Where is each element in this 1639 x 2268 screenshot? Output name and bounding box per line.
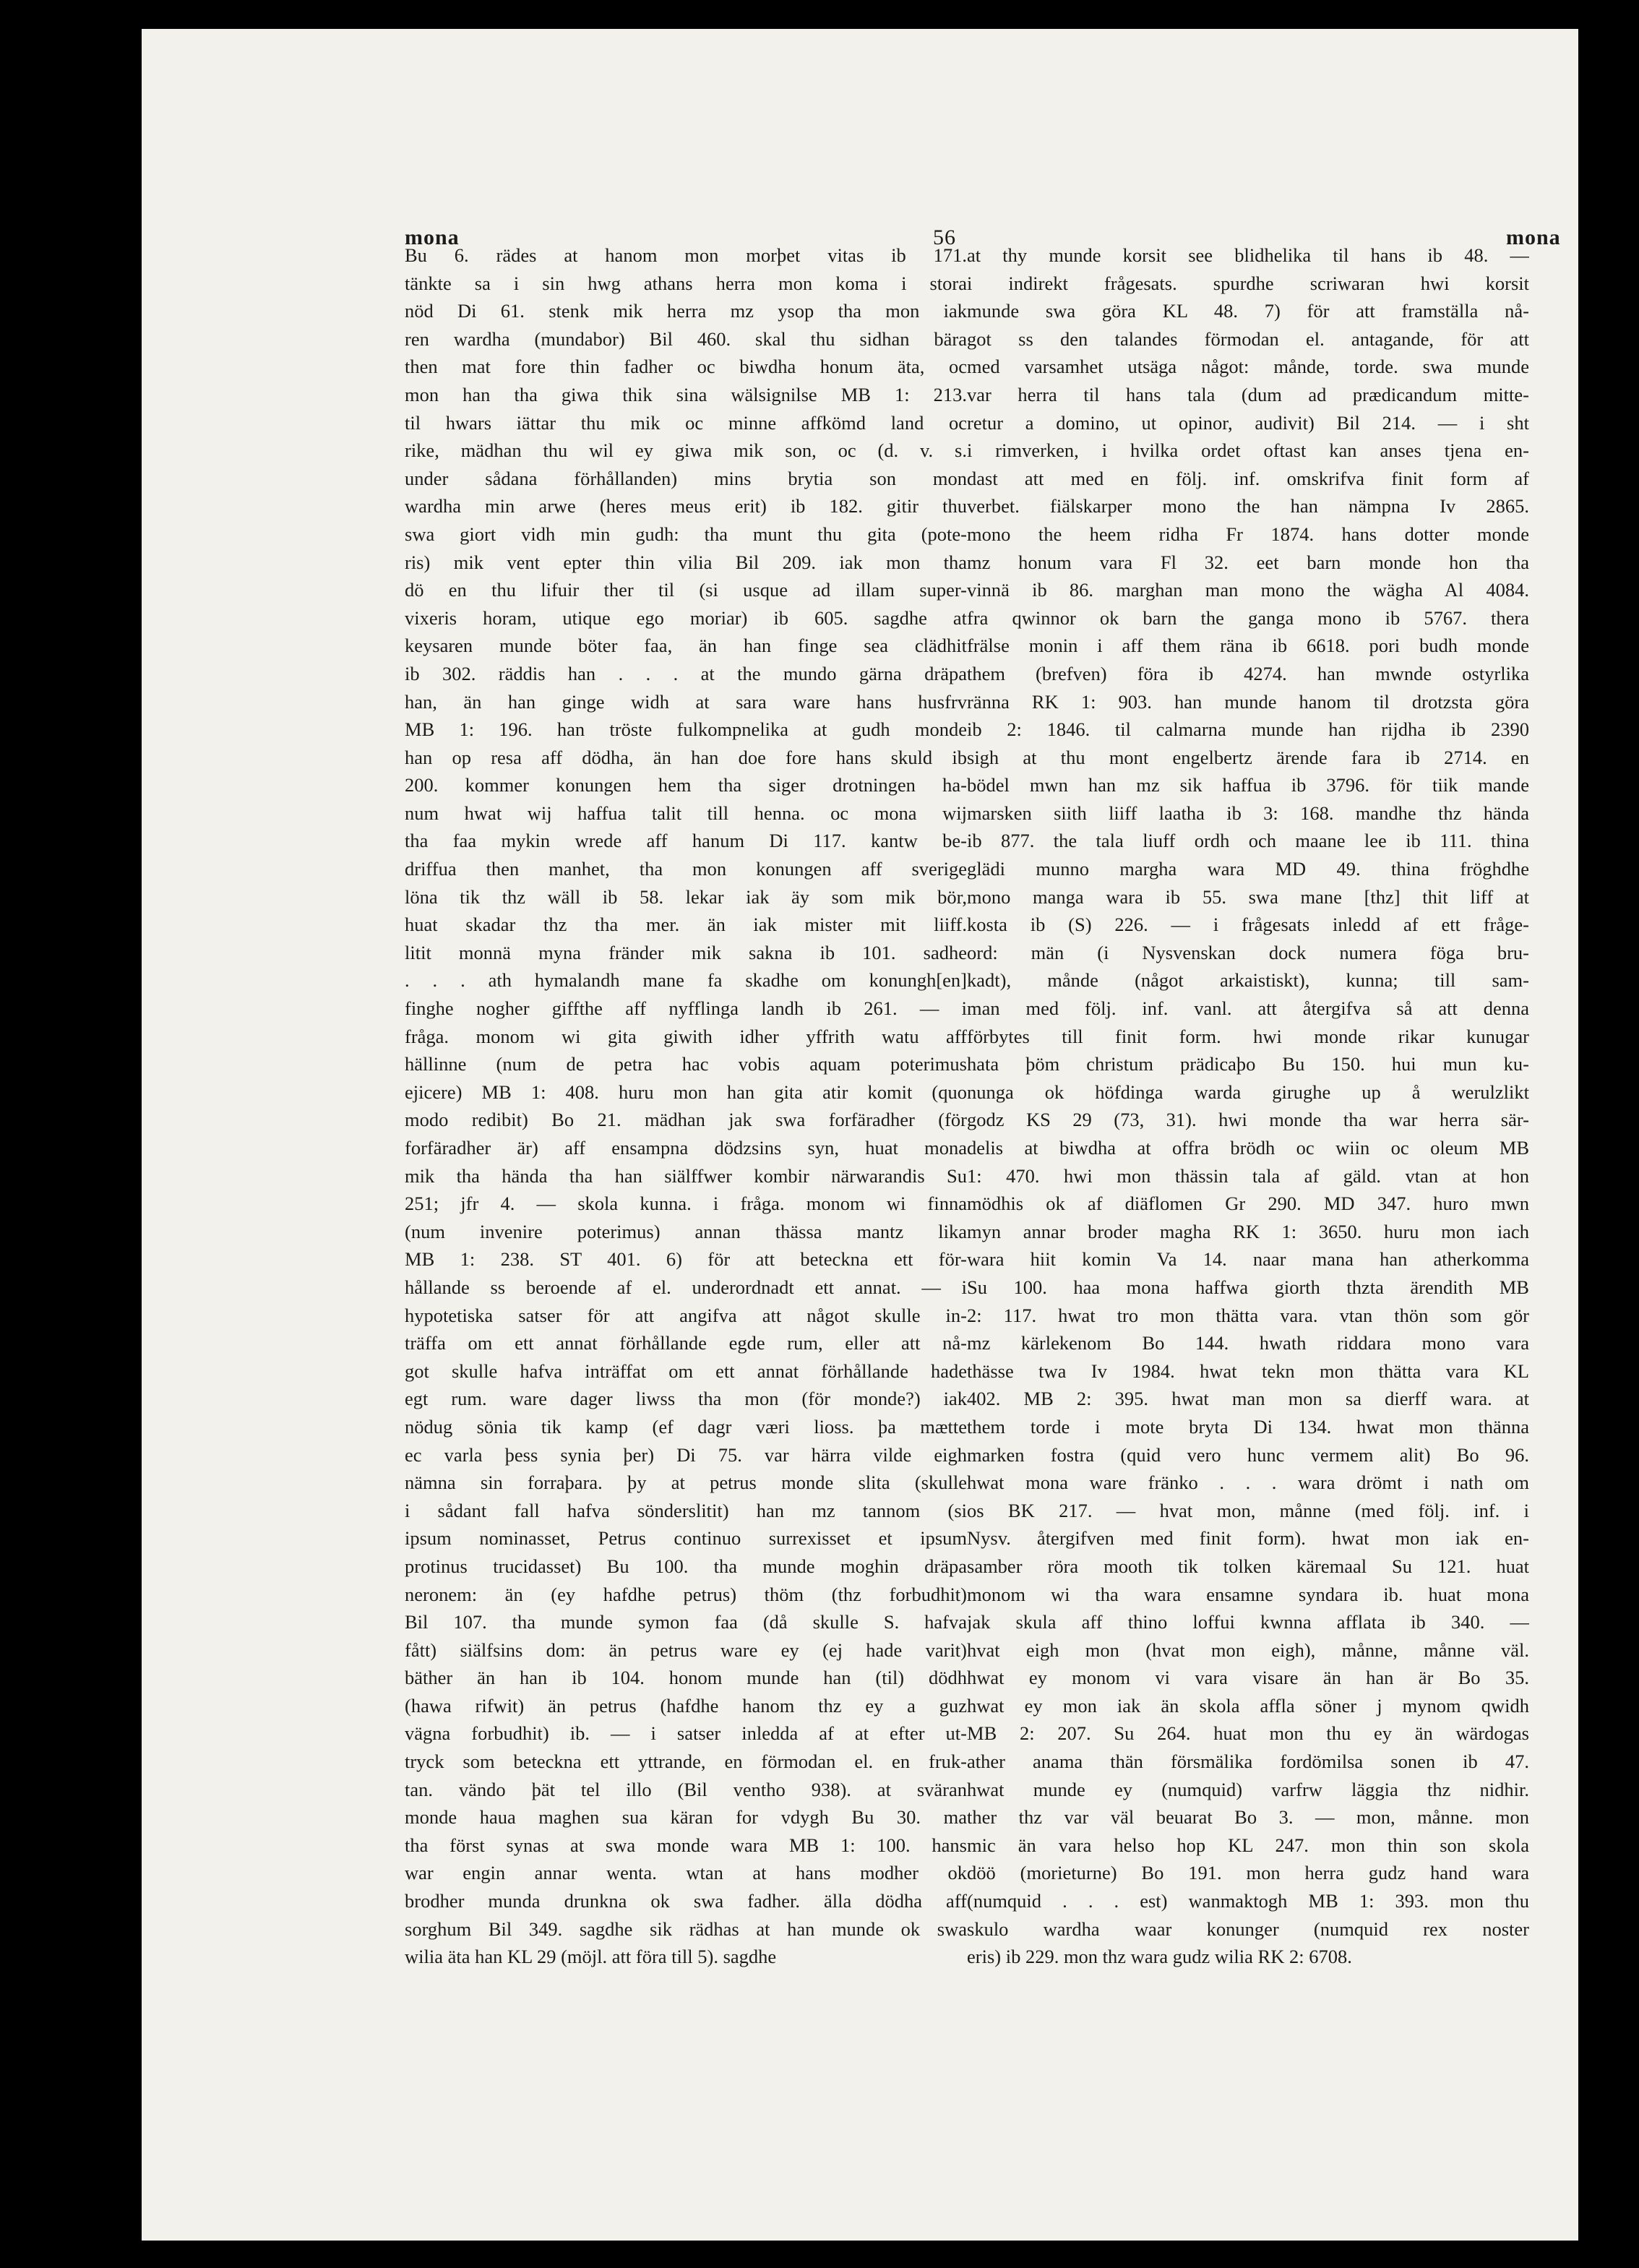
text-line: hwat ey mon iak än skola affla söner j mynom qwidh <box>967 1694 1529 1717</box>
text-line: 200. kommer konungen hem tha siger drotningen ha- <box>405 774 967 796</box>
text-line: monom wi tha wara ensamne syndara ib. huat mona <box>967 1583 1529 1605</box>
text-line: godz KS 29 (73, 31). hwi monde tha war herra sär- <box>967 1109 1529 1131</box>
text-line: mz kärlekenom Bo 144. hwath riddara mono vara <box>967 1332 1529 1354</box>
text-line: hällinne (num de petra hac vobis aquam poterimus <box>405 1053 967 1075</box>
text-line: wardha min arwe (heres meus erit) ib 182. gitir thu <box>405 495 967 517</box>
text-line: nödug sönia tik kamp (ef dagr væri lioss. þa mætte <box>405 1415 967 1438</box>
text-line: jak skula aff thino loffui kwnna afflata ib 340. — <box>967 1611 1529 1633</box>
text-line: vinnä ib 86. marghan man mono the wägha Al 4084. <box>967 579 1529 601</box>
text-line: til hwars iättar thu mik oc minne affkömd land oc <box>405 411 967 434</box>
text-line: bäther än han ib 104. honom munde han (til) dödh <box>405 1667 967 1689</box>
text-line: hypotetiska satser för att angifva att något skulle in- <box>405 1304 967 1326</box>
text-line: vägna forbudhit) ib. — i satser inledda af at efter ut- <box>405 1722 967 1745</box>
text-line: got skulle hafva inträffat om ett annat förhållande hade <box>405 1359 967 1382</box>
text-line: hvat eigh mon (hvat mon eigh), månne, månne väl. <box>967 1638 1529 1661</box>
text-line: Bu 6. rädes at hanom mon morþet vitas ib 171. <box>405 244 967 266</box>
text-line: them (brefven) föra ib 4274. han mwnde ostyrlika <box>967 662 1529 684</box>
text-line: egt rum. ware dager liwss tha mon (för monde?) iak <box>405 1388 967 1410</box>
text-line: ib 302. räddis han . . . at the mundo gärna dräpa <box>405 662 967 684</box>
text-line: frälse monin i aff them räna ib 6618. pori budh monde <box>967 635 1529 657</box>
text-line: mono manga wara ib 55. swa mane [thz] thit liff at <box>967 885 1529 908</box>
text-line: (hawa rifwit) än petrus (hafdhe hanom thz ey a guz <box>405 1694 967 1717</box>
text-line: bödel mwn han mz sik haffua ib 3796. för tiik mande <box>967 774 1529 796</box>
text-line: 402. MB 2: 395. hwat man mon sa dierff wara. at <box>967 1388 1529 1410</box>
text-line: swa giort vidh min gudh: tha munt thu gita (pote- <box>405 523 967 545</box>
text-line: monde haua maghen sua käran for vdygh Bu 30. ma <box>405 1806 967 1829</box>
text-line: Bil 107. tha munde symon faa (då skulle S. hafva <box>405 1611 967 1633</box>
text-line: then mat fore thin fadher oc biwdha honum äta, oc <box>405 356 967 378</box>
text-line: ipsum nominasset, Petrus continuo surrexisset et ipsum <box>405 1527 967 1550</box>
text-line: rike, mädhan thu wil ey giwa mik son, oc (d. v. s. <box>405 439 967 462</box>
text-line: han, än han ginge widh at sara ware hans husfrv <box>405 690 967 713</box>
text-line: 251; jfr 4. — skola kunna. i fråga. monom wi finna <box>405 1193 967 1215</box>
running-head-right: mona <box>1506 225 1561 249</box>
text-line: thässe twa Iv 1984. hwat tekn mon thätta vara KL <box>967 1359 1529 1382</box>
text-line: ec varla þess synia þer) Di 75. var härra vilde eigh <box>405 1443 967 1466</box>
text-line: ib 2: 1846. til calmarna munde han rijdha ib 2390 <box>967 718 1529 741</box>
text-line: ib 877. the tala liuff ordh och maane lee ib 111. thina <box>967 830 1529 852</box>
text-line: driffua then manhet, tha mon konungen aff sverige <box>405 858 967 880</box>
text-line: ord: män (i Nysvenskan dock numera föga bru- <box>967 941 1529 963</box>
text-line: döö (morieturne) Bo 191. mon herra gudz hand wara <box>967 1862 1529 1884</box>
text-line: keysaren munde böter faa, än han finge sea clädhit <box>405 635 967 657</box>
text-line: MB 2: 207. Su 264. huat mon thu ey än wärdogas <box>967 1722 1529 1745</box>
text-line: i sådant fall hafva sönderslitit) han mz tannom (si <box>405 1499 967 1521</box>
text-line: i rimverken, i hvilka ordet oftast kan anses tjena en- <box>967 439 1529 462</box>
text-line: wara hiit komin Va 14. naar mana han atherkomma <box>967 1248 1529 1271</box>
text-line: ren wardha (mundabor) Bil 460. skal thu sidhan bära <box>405 327 967 350</box>
text-line: marken fostra (quid vero hunc vermem alit) Bo 96. <box>967 1443 1529 1466</box>
text-line: var herra til hans tala (dum ad prædicandum mitte- <box>967 383 1529 405</box>
text-line: ather anama thän försmälika fordömilsa sonen ib 47. <box>967 1751 1529 1773</box>
text-line: Nysv. återgifven med finit form). hwat mon iak en- <box>967 1527 1529 1550</box>
text-line: under sådana förhållanden) mins brytia son mon <box>405 467 967 489</box>
text-line: hwat munde ey (numquid) varfrw läggia thz nidhir. <box>967 1778 1529 1800</box>
text-line: os BK 217. — hvat mon, månne (med följ. inf. i <box>967 1499 1529 1521</box>
text-line: i indirekt frågesats. spurdhe scriwaran hwi korsit <box>967 272 1529 294</box>
text-line: 2: 117. hwat tro mon thätta vara. vtan thön som gör <box>967 1304 1529 1326</box>
text-line: protinus trucidasset) Bu 100. tha munde moghin dräpa <box>405 1555 967 1577</box>
right-text-column <box>967 241 1529 1971</box>
text-line: wilia äta han KL 29 (möjl. att föra till 5). sagdhe <box>405 1946 777 1968</box>
text-line: munde swa göra KL 48. 7) för att framställa nå- <box>967 300 1529 322</box>
text-line: nöd Di 61. stenk mik herra mz ysop tha mon iak <box>405 300 967 322</box>
text-line: at thy munde korsit see blidhelika til hans ib 48. — <box>967 244 1529 266</box>
text-line: (num invenire poterimus) annan thässa mantz lika <box>405 1220 967 1242</box>
text-line: mon han tha giwa thik sina wälsignilse MB 1: 213. <box>405 383 967 405</box>
text-line: ther thz var väl beuarat Bo 3. — mon, månne. mon <box>967 1806 1529 1829</box>
text-line: fråga. monom wi gita giwith idher yffrith watu aff <box>405 1025 967 1047</box>
text-line: tänkte sa i sin hwg athans herra mon koma i stora <box>405 272 967 294</box>
text-line: eris) ib 229. mon thz wara gudz wilia RK 2: 6708. <box>967 1946 1352 1968</box>
text-line: forfäradher är) aff ensampna dödzsins syn, huat mona <box>405 1137 967 1159</box>
text-line: delis at biwdha at offra brödh oc wiin oc oleum MB <box>967 1137 1529 1159</box>
text-line: nämna sin forraþara. þy at petrus monde slita (skulle <box>405 1472 967 1494</box>
text-line: (numquid . . . est) wanmaktogh MB 1: 393. mon thu <box>967 1890 1529 1912</box>
text-line: han op resa aff dödha, än han doe fore hans skuld ib <box>405 746 967 768</box>
text-line: huat skadar thz tha mer. än iak mister mit liiff. <box>405 914 967 936</box>
text-line: tha faa mykin wrede aff hanum Di 117. kantw be- <box>405 830 967 852</box>
text-line: fått) siälfsins dom: än petrus ware ey (ej hade varit) <box>405 1638 967 1661</box>
text-line: myn annar broder magha RK 1: 3650. huru mon iach <box>967 1220 1529 1242</box>
text-line: MB 1: 238. ST 401. 6) för att beteckna ett för- <box>405 1248 967 1271</box>
text-line: mz honum vara Fl 32. eet barn monde hon tha <box>967 551 1529 573</box>
text-line: num hwat wij haffua talit till henna. oc mona wij <box>405 802 967 824</box>
text-line: mödhis ok af diäflomen Gr 290. MD 347. huro mwn <box>967 1193 1529 1215</box>
text-line: MB 1: 196. han tröste fulkompnelika at gudh monde <box>405 718 967 741</box>
text-line: ejicere) MB 1: 408. huru mon han gita atir komit (quo <box>405 1081 967 1103</box>
text-line: finghe nogher giffthe aff nyfflinga landh ib 261. — i <box>405 997 967 1020</box>
text-line: förbytes till finit form. hwi monde rikar kunugar <box>967 1025 1529 1047</box>
text-line: nunga ok höfdinga warda girughe up å werulzlikt <box>967 1081 1529 1103</box>
text-line: träffa om ett annat förhållande egde rum, eller att nå- <box>405 1332 967 1354</box>
text-line: tryck som beteckna ett yttrande, en förmodan el. en fruk- <box>405 1751 967 1773</box>
page-number: 56 <box>933 225 956 249</box>
text-line: mono the heem ridha Fr 1874. hans dotter monde <box>967 523 1529 545</box>
text-line: mik tha hända tha han siälffwer kombir närwarandis Su <box>405 1164 967 1187</box>
text-line: sigh at thu mont engelbertz ärende fara ib 2714. en <box>967 746 1529 768</box>
text-line: got ss den talandes förmodan el. antagande, för att <box>967 327 1529 350</box>
text-line: them torde i mote bryta Di 134. hwat mon thänna <box>967 1415 1529 1438</box>
text-line: hwat mona ware fränko . . . wara drömt i nath om <box>967 1472 1529 1494</box>
text-line: dast att med en följ. inf. omskrifva finit form af <box>967 467 1529 489</box>
text-line: dö en thu lifuir ther til (si usque ad illam super- <box>405 579 967 601</box>
left-text-column <box>405 241 967 1971</box>
text-line: fra qwinnor ok barn the ganga mono ib 5767. thera <box>967 606 1529 629</box>
text-line: vixeris horam, utique ego moriar) ib 605. sagdhe at <box>405 606 967 629</box>
text-line: hwat ey monom vi vara visare än han är Bo 35. <box>967 1667 1529 1689</box>
text-line: sorghum Bil 349. sagdhe sik rädhas at han munde ok swa <box>405 1917 967 1940</box>
text-line: modo redibit) Bo 21. mädhan jak swa forfäradher (för <box>405 1109 967 1131</box>
text-line: neronem: än (ey hafdhe petrus) thöm (thz forbudhit) <box>405 1583 967 1605</box>
text-line: Su 100. haa mona haffwa giorth thzta ärendith MB <box>967 1276 1529 1298</box>
text-line: marsken siith liiff laatha ib 3: 168. mandhe thz hända <box>967 802 1529 824</box>
text-line: ränna RK 1: 903. han munde hanom til drotzsta göra <box>967 690 1529 713</box>
text-line: samber röra mooth tik tolken käremaal Su 121. huat <box>967 1555 1529 1577</box>
text-line: hållande ss beroende af el. underordnadt ett annat. — i <box>405 1276 967 1298</box>
text-line: hata þöm christum prädicaþo Bu 150. hui mun ku- <box>967 1053 1529 1075</box>
text-line: retur a domino, ut opinor, audivit) Bil 214. — i sht <box>967 411 1529 434</box>
running-head-left: mona <box>405 225 460 249</box>
text-line: tan. vändo þät tel illo (Bil ventho 938). at sväran <box>405 1778 967 1800</box>
text-line: verbet. fiälskarper mono the han nämpna Iv 2865. <box>967 495 1529 517</box>
text-line: litit monnä myna fränder mik sakna ib 101. sadhe <box>405 941 967 963</box>
text-line: war engin annar wenta. wtan at hans modher ok <box>405 1862 967 1884</box>
text-line: 1: 470. hwi mon thässin tala af gäld. vtan at hon <box>967 1164 1529 1187</box>
text-line: glädi munno margha wara MD 49. thina fröghdhe <box>967 858 1529 880</box>
text-line: med varsamhet utsäga något: månde, torde. swa munde <box>967 356 1529 378</box>
text-line: kosta ib (S) 226. — i frågesats inledd af ett fråge- <box>967 914 1529 936</box>
text-line: . . . ath hymalandh mane fa skadhe om konungh[en] <box>405 969 967 992</box>
text-line: löna tik thz wäll ib 58. lekar iak äy som mik bör, <box>405 885 967 908</box>
text-line: skulo wardha waar konunger (numquid rex noster <box>967 1917 1529 1940</box>
text-line: mic än vara helso hop KL 247. mon thin son skola <box>967 1834 1529 1856</box>
text-line: brodher munda drunkna ok swa fadher. älla dödha aff <box>405 1890 967 1912</box>
text-line: tha först synas at swa monde wara MB 1: 100. hans <box>405 1834 967 1856</box>
text-line: kadt), månde (något arkaistiskt), kunna; till sam- <box>967 969 1529 992</box>
text-line: man med följ. inf. vanl. att återgifva så att denna <box>967 997 1529 1020</box>
text-line: ris) mik vent epter thin vilia Bil 209. iak mon tha <box>405 551 967 573</box>
